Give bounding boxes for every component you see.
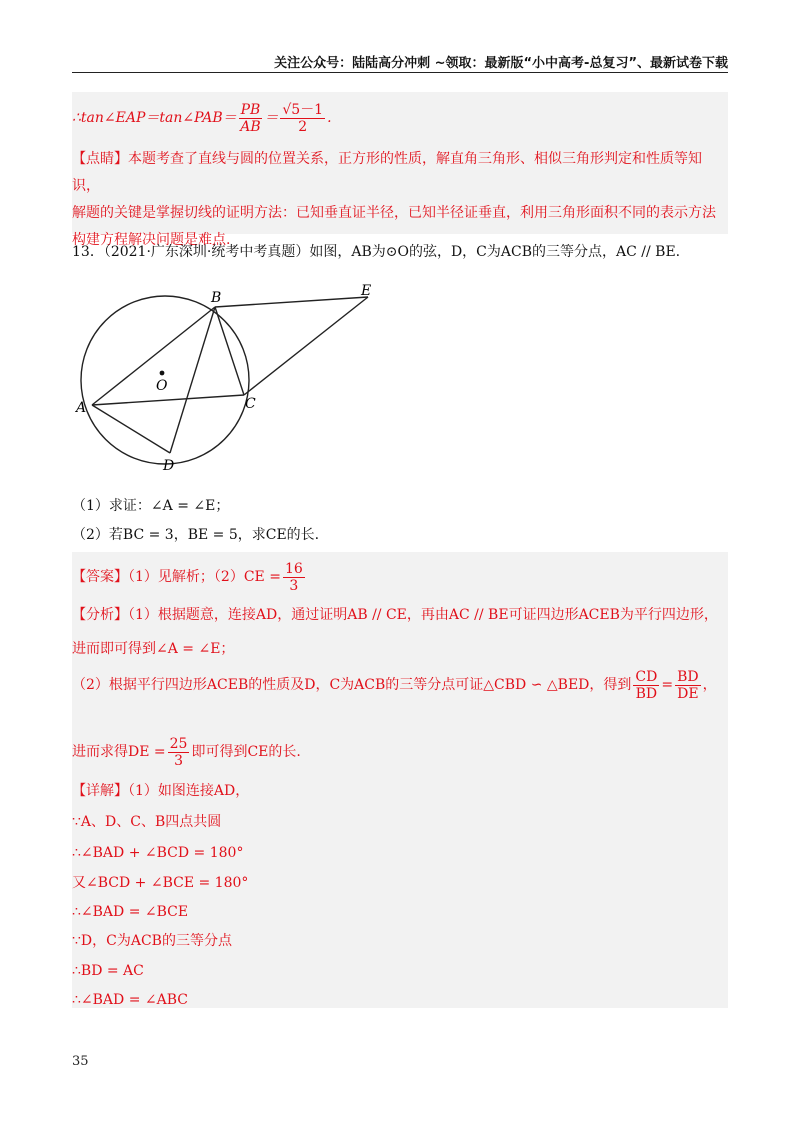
detail-line-8: ∴∠BAD = ∠ABC — [72, 992, 188, 1008]
label-b: B — [211, 290, 222, 306]
segment-ce — [244, 297, 368, 395]
detail-line-7: ∴BD = AC — [72, 963, 144, 979]
segment-ac — [92, 395, 244, 405]
detail-line-1: 【详解】（1）如图连接AD， — [72, 783, 250, 799]
question-2: （2）若BC = 3，BE = 5，求CE的长. — [72, 527, 320, 543]
tan-formula: ∴tan∠EAP＝tan∠PAB＝ $\frac{PB}{AB}$ ＝ $\frac{√5-1}{2}$ . — [72, 101, 332, 135]
page-number: 35 — [72, 1054, 89, 1069]
detail-line-5: ∴∠BAD = ∠BCE — [72, 904, 189, 920]
center-point — [160, 371, 165, 376]
analysis-line-2: 进而即可得到∠A = ∠E； — [72, 641, 235, 657]
detail-line-3: ∴∠BAD + ∠BCD = 180° — [72, 845, 244, 861]
header-rule — [72, 72, 728, 73]
detail-line-6: ∵D，C为ACB的三等分点 — [72, 933, 232, 949]
detail-line-2: ∵A、D、C、B四点共圆 — [72, 814, 222, 830]
geometry-figure — [70, 280, 380, 475]
page-header: 关注公众号：陆陆高分冲刺 ~领取：最新版“小中高考-总复习”、最新试卷下载 — [274, 56, 728, 71]
label-e: E — [361, 283, 372, 299]
answer-line: 【答案】（1）见解析；（2）CE = $\frac{16}{3}$ — [72, 560, 303, 594]
label-c: C — [245, 396, 256, 412]
segment-be — [215, 297, 368, 307]
analysis-line-1: 【分析】（1）根据题意，连接AD，通过证明AB // CE，再由AC // BE可证四边形ACEB为平行四边形， — [72, 607, 718, 623]
review-note: 【点睛】本题考查了直线与圆的位置关系，正方形的性质，解直角三角形、相似三角形判定和性质等知识， 解题的关键是掌握切线的证明方法：已知垂直证半径，已知半径证垂直，利用三角形面积不同的表示方法 构建方程解决问题是难点. — [72, 151, 716, 248]
label-o: O — [156, 378, 168, 394]
label-a: A — [76, 400, 87, 416]
analysis-line-3: （2）根据平行四边形ACEB的性质及D，C为ACB的三等分点可证△CBD ∽ △BED，得到 $\frac{CD}{BD}$ = $\frac{BD}{DE}$ ， — [72, 668, 717, 702]
problem-stem: 13．（2021·广东深圳·统考中考真题）如图，AB为⊙O的弦，D，C为ACB的三等分点，AC // BE. — [72, 244, 681, 260]
question-1: （1）求证：∠A = ∠E； — [72, 498, 230, 514]
detail-line-4: 又∠BCD + ∠BCE = 180° — [72, 875, 249, 891]
label-d: D — [163, 458, 175, 474]
segment-ab — [92, 307, 215, 405]
segment-ad — [92, 405, 170, 453]
analysis-line-4: 进而求得DE = $\frac{25}{3}$ 即可得到CE的长. — [72, 735, 301, 769]
segment-bd — [170, 307, 215, 453]
segment-bc — [215, 307, 244, 395]
